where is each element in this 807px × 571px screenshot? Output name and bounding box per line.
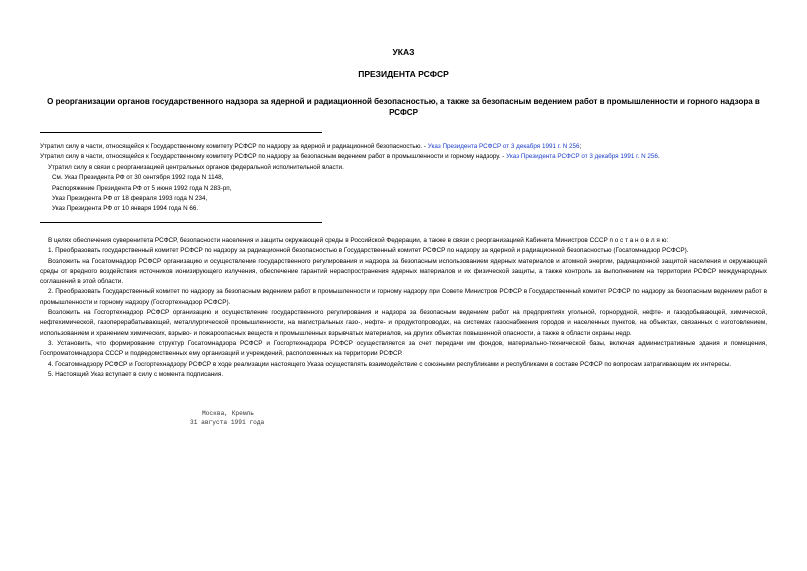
document-issuer: ПРЕЗИДЕНТА РСФСР xyxy=(358,69,449,79)
paragraph-1-duties: Возложить на Госатомнадзор РСФСР организацию и осуществление государственного регулирования и надзора за безопасным использованием ядерных материалов и атомной энергии, радиационной защитой населения и окружающей среды от вредного воздействия источников ионизирующего излучения, обеспечение гарантий нераспространения ядерных материалов и их физической защиты, а также контроль за выполнением на территории РСФСР международных соглашений в этой области. xyxy=(40,257,767,286)
paragraph-4: 4. Госатомнадзору РСФСР и Госгортехнадзору РСФСР в ходе реализации настоящего Указа осуществлять взаимодействие с союзными республиками и республиками в составе РСФСР по вопросам затрагивающим их интересы. xyxy=(48,360,732,368)
paragraph-5: 5. Настоящий Указ вступает в силу с момента подписания. xyxy=(48,370,224,378)
signature-date: 31 августа 1991 года xyxy=(190,419,265,426)
signature-place: Москва, Кремль xyxy=(202,410,254,417)
signature-block xyxy=(190,409,264,427)
note-repeal-1: Утратил силу в части, относящейся к Государственному комитету РСФСР по надзору за ядерной и радиационной безопасностью. - Указ Президента РСФСР от 3 декабря 1991 г. N 256; xyxy=(40,143,582,150)
link-decree-256-b[interactable]: Указ Президента РСФСР от 3 декабря 1991 г. N 256 xyxy=(506,153,658,161)
note-see-2: Распоряжение Президента РФ от 5 июня 1992 года N 283-рп, xyxy=(52,184,232,192)
divider-top xyxy=(40,132,322,133)
preamble: В целях обеспечения суверенитета РСФСР, безопасности населения и защиты окружающей среды в Российской Федерации, а также в связи с реорганизацией Кабинета Министров СССР п о с т а н о в л я ю: xyxy=(48,237,669,244)
paragraph-3: 3. Установить, что формирование структур Госатомнадзора РСФСР и Госгортехнадзора РСФСР осуществляется за счет передачи им фондов, материально-технической базы, включая административные здания и помещения, Госпроматомнадзора СССР и подведомственных ему организаций и учреждений, расположенных на территории РСФСР. xyxy=(40,339,767,358)
note-see-1: См. Указ Президента РФ от 30 сентября 1992 года N 1148, xyxy=(52,174,224,182)
note-see-3: Указ Президента РФ от 18 февраля 1993 года N 234, xyxy=(52,195,208,203)
note-see-4: Указ Президента РФ от 10 января 1994 года N 66. xyxy=(52,205,199,213)
paragraph-2: 2. Преобразовать Государственный комитет по надзору за безопасным ведением работ в промышленности и горному надзору при Совете Министров РСФСР в Государственный комитет РСФСР по надзору за безопасным ведением работ в промышленности и горному надзору (Госгортехнадзор РСФСР). xyxy=(40,288,767,306)
document-title: УКАЗ xyxy=(392,47,415,57)
decree-body xyxy=(40,236,767,380)
link-decree-256-a[interactable]: Указ Президента РСФСР от 3 декабря 1991 г. N 256 xyxy=(427,143,580,150)
note-repeal-3: Утратил силу в связи с реорганизацией центральных органов федеральной исполнительной власти. xyxy=(48,163,344,171)
note-repeal-2: Утратил силу в части, относящейся к Государственному комитету РСФСР по надзору за безопасным ведением работ в промышленности и горному надзору. - Указ Президента РСФСР от 3 декабря 1991 г. N 256. xyxy=(40,153,660,161)
paragraph-1: 1. Преобразовать государственный комитет РСФСР по надзору за радиационной безопасностью в Государственный комитет РСФСР по надзору за ядерной и радиационной безопасностью (Госатомнадзор РСФСР). xyxy=(48,247,689,255)
paragraph-2-duties: Возложить на Госгортехнадзор РСФСР организацию и осуществление государственного регулирования и надзора за безопасным ведением работ на предприятиях угольной, горнорудной, нефте- и газодобывающей, химической, нефтехимической, газоперерабатывающей, металлургической промышленности, на магистральных газо-, нефте- и продуктопроводах, на системах газоснабжения городов и населенных пунктов, на объектах, связанных с изготовлением, использованием и хранением химических, взрыво- и пожароопасных веществ и промышленных взрывчатых материалов, на других объектах повышенной опасности, а также в области охраны недр. xyxy=(40,309,767,337)
document-subject: О реорганизации органов государственного надзора за ядерной и радиационной безопасностью, а также за безопасным ведением работ в промышленности и горного надзора в РСФСР xyxy=(47,97,760,117)
status-notes xyxy=(40,142,767,215)
divider-bottom xyxy=(40,222,322,223)
